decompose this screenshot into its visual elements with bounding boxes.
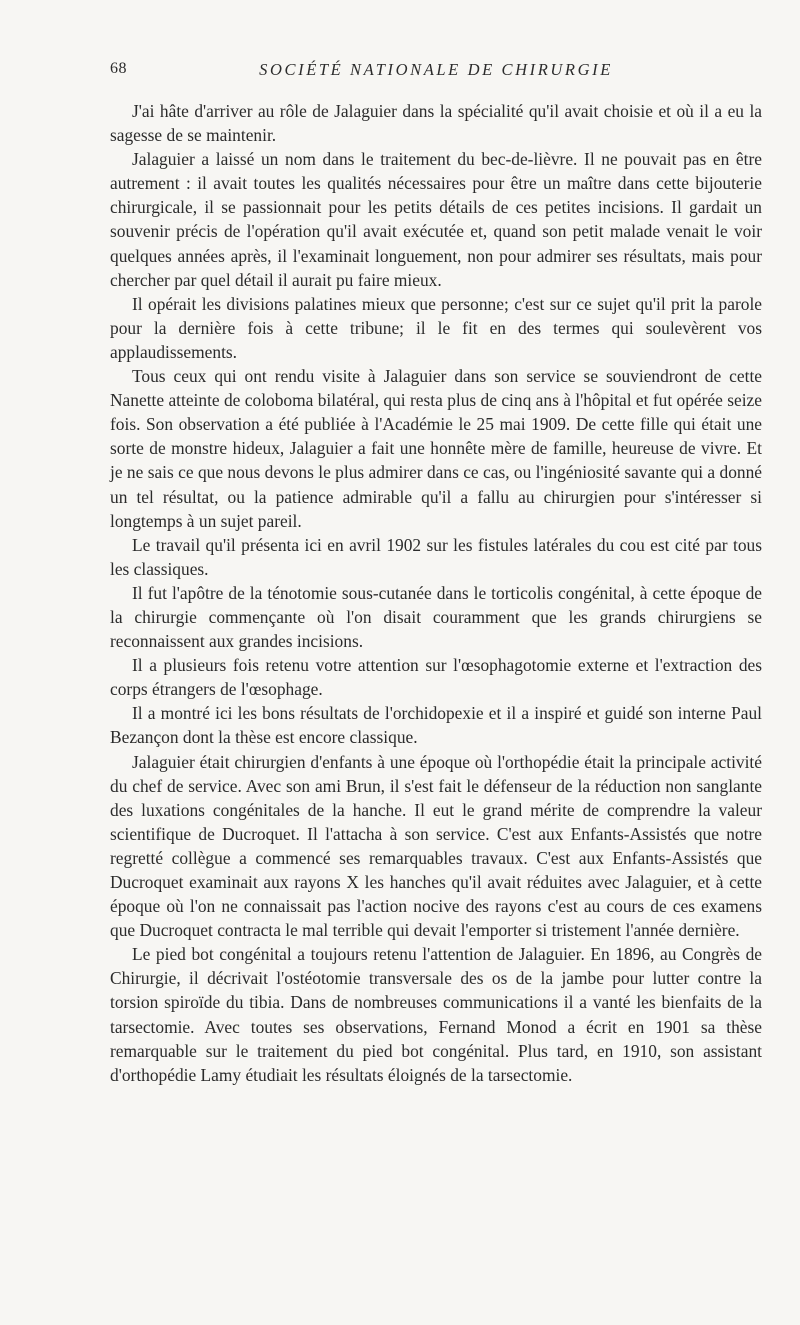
paragraph: Tous ceux qui ont rendu visite à Jalaguier dans son service se souviendront de cette Nanette atteinte de coloboma bilatéral, qui resta plus de cinq ans à l'hôpital et fut opérée seize fois. Son observation a été publiée à l'Académie le 25 mai 1909. De cette fille qui était une sorte de monstre hideux, Jalaguier a fait une honnête mère de famille, heureuse de vivre. Et je ne sais ce que nous devons le plus admirer dans ce cas, ou l'ingéniosité savante qui a donné un tel résultat, ou la patience admirable qu'il a fallu au chirurgien pour s'intéresser si longtemps à un sujet pareil. [110, 366, 762, 531]
paragraph: Il a montré ici les bons résultats de l'orchidopexie et il a inspiré et guidé son interne Paul Bezançon dont la thèse est encore classique. [110, 703, 762, 748]
paragraph: Jalaguier était chirurgien d'enfants à une époque où l'orthopédie était la principale activité du chef de service. Avec son ami Brun, il s'est fait le défenseur de la réduction non sanglante des luxations congénitales de la hanche. Il eut le grand mérite de comprendre la valeur scientifique de Ducroquet. Il l'attacha à son service. C'est aux Enfants-Assistés que notre regretté collègue a commencé ses remarquables travaux. C'est aux Enfants-Assistés que Ducroquet examinait aux rayons X les hanches qu'il avait réduites avec Jalaguier, et à cette époque où l'on ne connaissait pas l'action nocive des rayons c'est au cours de ces examens que Ducroquet contracta le mal terrible qui devait l'emporter si tristement l'année dernière. [110, 751, 762, 941]
paragraph: Le pied bot congénital a toujours retenu l'attention de Jalaguier. En 1896, au Congrès de Chirurgie, il décrivait l'ostéotomie transversale des os de la jambe pour lutter contre la torsion spiroïde du tibia. Dans de nombreuses communications il a vanté les bienfaits de la tarsectomie. Avec toutes ses observations, Fernand Monod a écrit en 1901 sa thèse remarquable sur le traitement du pied bot congénital. Plus tard, en 1910, son assistant d'orthopédie Lamy étudiait les résultats éloignés de la tarsectomie. [110, 944, 762, 1085]
paragraph: J'ai hâte d'arriver au rôle de Jalaguier dans la spécialité qu'il avait choisie et où il a eu la sagesse de se maintenir. [110, 101, 762, 146]
page-header [110, 60, 762, 84]
paragraph: Il opérait les divisions palatines mieux que personne; c'est sur ce sujet qu'il prit la parole pour la dernière fois à cette tribune; il le fit en des termes qui soulevèrent vos applaudissements. [110, 293, 762, 362]
paragraph: Le travail qu'il présenta ici en avril 1902 sur les fistules latérales du cou est cité par tous les classiques. [110, 534, 762, 579]
paragraph: Il a plusieurs fois retenu votre attention sur l'œsophagotomie externe et l'extraction des corps étrangers de l'œsophage. [110, 655, 762, 700]
running-head: SOCIÉTÉ NATIONALE DE CHIRURGIE [259, 60, 613, 79]
paragraph: Il fut l'apôtre de la ténotomie sous-cutanée dans le torticolis congénital, à cette époque de la chirurgie commençante où l'on disait couramment que les grands chirurgiens se reconnaissent aux grandes incisions. [110, 582, 762, 652]
page-number: 68 [110, 60, 127, 77]
body-text [110, 99, 762, 1087]
paragraph: Jalaguier a laissé un nom dans le traitement du bec-de-lièvre. Il ne pouvait pas en être autrement : il avait toutes les qualités nécessaires pour être un maître dans cette bijouterie chirurgicale, il se passionnait pour les petits détails de ces petites incisions. Il gardait un souvenir précis de l'opération qu'il avait exécutée et, quand son petit malade venait le voir quelques années après, il l'examinait longuement, non pour admirer ses résultats, mais pour chercher par quel détail il aurait pu faire mieux. [110, 149, 762, 290]
